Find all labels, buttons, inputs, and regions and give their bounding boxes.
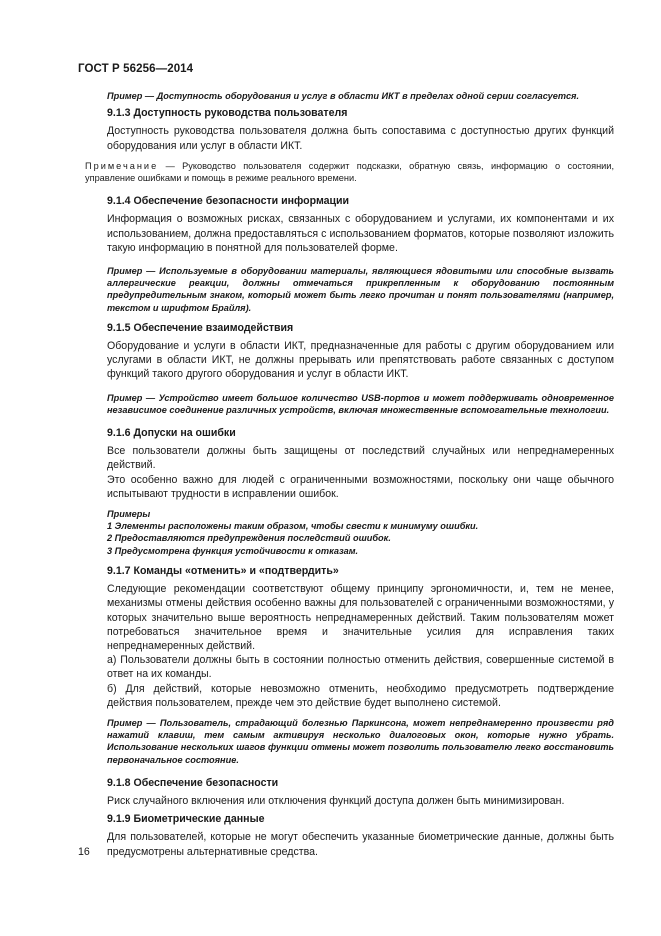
heading-9-1-7: 9.1.7 Команды «отменить» и «подтвердить» bbox=[107, 564, 339, 577]
page-number: 16 bbox=[78, 846, 90, 858]
heading-9-1-8: 9.1.8 Обеспечение безопасности bbox=[107, 776, 279, 789]
example-item-3: 3 Предусмотрена функция устойчивости к отказам. bbox=[107, 545, 359, 556]
paragraph-9-1-7-b: б) Для действий, которые невозможно отменить, необходимо предусмотреть подтверждение действия пользователем, прежде чем это действие будет выполнено системой. bbox=[107, 682, 614, 709]
paragraph-9-1-9: Для пользователей, которые не могут обеспечить указанные биометрические данные, должны быть предусмотрены альтернативные средства. bbox=[107, 831, 614, 858]
heading-9-1-9: 9.1.9 Биометрические данные bbox=[107, 813, 265, 826]
paragraph-9-1-6-b: Это особенно важно для людей с ограниченными возможностями, поскольку они чаще обычного испытывают трудности в исправлении ошибок. bbox=[107, 473, 614, 500]
example-9-1-4: Пример — Используемые в оборудовании материалы, являющиеся ядовитыми или способные вызвать аллергические реакции, должны отмечаться прикрепленным к оборудованию постоянным предупредительным знаком, который может быть легко прочитан и понят пользователями (например, текстом и шрифтом Брайля). bbox=[107, 266, 614, 313]
note-text: — Руководство пользователя содержит подсказки, обратную связь, информацию о состоянии, управление ошибками и помощь в режиме реального времени. bbox=[85, 160, 614, 184]
paragraph-9-1-4: Информация о возможных рисках, связанных с оборудованием и услугами, их компонентами и их использованием, должна предоставляться с использованием форматов, которые позволяют изложить такую информацию в понятной для пользователей форме. bbox=[107, 213, 614, 254]
page-content bbox=[85, 90, 614, 859]
paragraph-9-1-5: Оборудование и услуги в области ИКТ, предназначенные для работы с другим оборудованием или услугами в области ИКТ, не должны прерывать или препятствовать работе связанных с доступом функций такого другого оборудования и услуг в области ИКТ. bbox=[107, 340, 614, 381]
example-9-1-7: Пример — Пользователь, страдающий болезнью Паркинсона, может непреднамеренно произвести ряд нажатий клавиш, тем самым активируя несколько диалоговых окон, которые нужно убрать. Использование нескольких шагов функции отмены может позволить пользователю легко восстановить первоначальное состояние. bbox=[107, 717, 614, 765]
note-label: Примечание bbox=[85, 160, 159, 171]
paragraph-9-1-7: Следующие рекомендации соответствуют общему принципу эргономичности, и, тем не менее, механизмы отмены действия особенно важны для пользователей с ограниченными возможностями, у которых значительно выше вероятность непреднамеренных действий. Таким пользователям может потребоваться значительное время и значительные усилия для исправления таких непреднамеренных действий. bbox=[107, 583, 614, 652]
standard-header: ГОСТ Р 56256—2014 bbox=[78, 63, 194, 75]
heading-9-1-6: 9.1.6 Допуски на ошибки bbox=[107, 427, 236, 440]
paragraph-9-1-6-a: Все пользователи должны быть защищены от последствий случайных или непреднамеренных действий. bbox=[107, 445, 614, 472]
heading-9-1-5: 9.1.5 Обеспечение взаимодействия bbox=[107, 321, 294, 334]
example-item-2: 2 Предоставляются предупреждения последствий ошибок. bbox=[107, 533, 391, 544]
example-9-1-2: Пример — Доступность оборудования и услуг в области ИКТ в пределах одной серии согласуется. bbox=[107, 91, 580, 101]
heading-9-1-3: 9.1.3 Доступность руководства пользователя bbox=[107, 107, 348, 120]
paragraph-9-1-3: Доступность руководства пользователя должна быть сопоставима с доступностью других функций оборудования или услуг в области ИКТ. bbox=[107, 125, 614, 152]
paragraph-9-1-8: Риск случайного включения или отключения функций доступа должен быть минимизирован. bbox=[107, 794, 565, 807]
heading-9-1-4: 9.1.4 Обеспечение безопасности информации bbox=[107, 195, 350, 208]
paragraph-9-1-7-a: а) Пользователи должны быть в состоянии полностью отменить действия, совершенные системой в ответ на их команды. bbox=[107, 654, 614, 681]
note-9-1-3 bbox=[85, 160, 614, 184]
examples-title: Примеры bbox=[107, 509, 151, 520]
example-9-1-5: Пример — Устройство имеет большое количество USB-портов и может поддерживать одновременное независимое соединение различных устройств, включая множественные вспомогательные технологии. bbox=[107, 392, 614, 415]
example-item-1: 1 Элементы расположены таким образом, чтобы свести к минимуму ошибки. bbox=[107, 521, 479, 532]
